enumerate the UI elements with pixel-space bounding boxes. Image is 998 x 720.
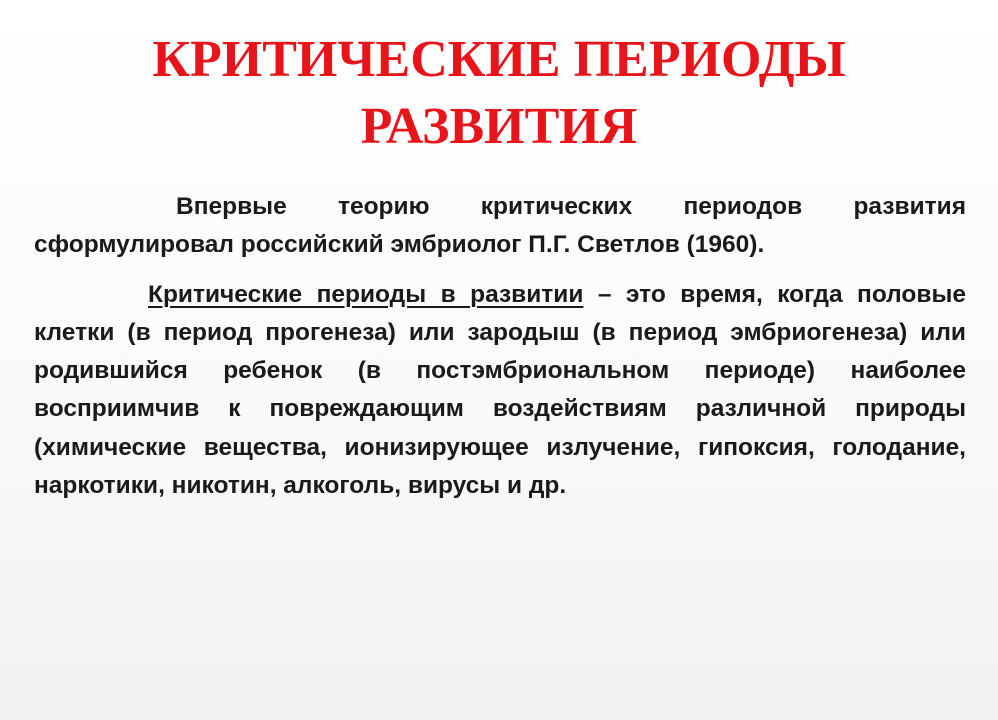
definition-term: Критические периоды в развитии	[148, 280, 584, 308]
slide-title	[0, 26, 998, 160]
title-line-2: РАЗВИТИЯ	[360, 98, 638, 155]
slide-body	[34, 188, 966, 505]
title-line-1: КРИТИЧЕСКИЕ ПЕРИОДЫ	[152, 31, 846, 88]
paragraph-history: Впервые теорию критических периодов развития сформулировал российский эмбриолог П.Г. Светлов (1960).	[34, 193, 966, 259]
definition-text: – это время, когда половые клетки (в период прогенеза) или зародыш (в период эмбриогенеза) или родившийся ребенок (в постэмбриональном периоде) наиболее восприимчив к повреждающим воздействиям различной природы (химические вещества, ионизирующее излучение, гипоксия, голодание, наркотики, никотин, алкоголь, вирусы и др.	[34, 280, 966, 500]
paragraph-definition	[34, 276, 966, 506]
